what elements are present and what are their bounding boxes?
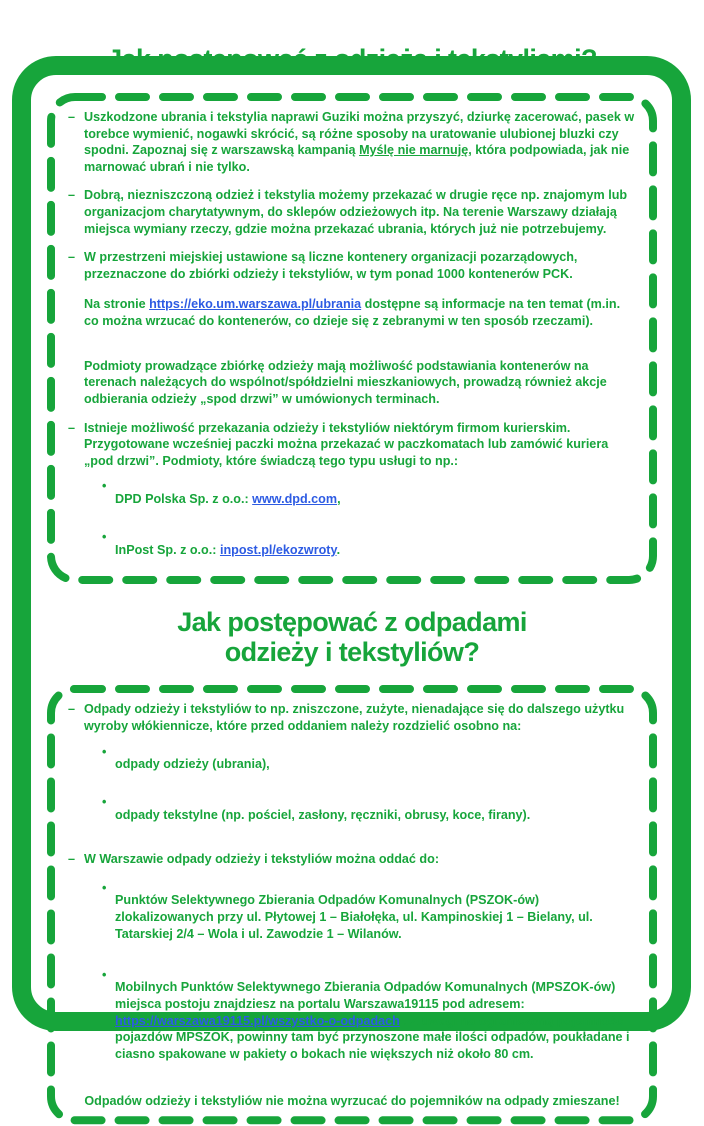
courier-list-item [102,529,636,571]
section1-title: Jak postępować z odzieżą i tekstyliami? [107,44,597,74]
dot-bullet: • [102,967,107,982]
mpszok-text: Mobilnych Punktów Selektywnego Zbierania Odpadów Komunalnych (MPSZOK-ów) miejsca postoju znajdziesz na portalu Warszawa19115 pod adresem: https://warszawa19115.pl/wszystko-o-odpadach . Z uwagi na ograniczoną pojemność pojazdów MPSZOK, powinny tam być przynoszone małe ilości odpadów, poukładane i ciasno spakowane w pakiety o bokach nie większych niż około 80 cm. [115,980,630,1061]
courier-list-item [102,478,636,520]
list-item [68,249,636,282]
textile-waste-box [46,684,658,1125]
section2-title-line2: odzieży i tekstyliów? [224,637,480,668]
list-item-text: Istnieje możliwość przekazania odzieży i tekstyliów niektórym firmom kurierskim. Przygotowane wcześniej paczki można przekazać w paczkomatach lub zamówić kuriera „pod drzwi”. Podmioty, które świadczą tego typu usługi to np.: [84,420,609,468]
list-item [68,187,636,237]
mpszok-item [102,967,636,1075]
dot-bullet: • [102,479,107,494]
dot-bullet: • [102,795,107,810]
section2-title-line1: Jak postępować z odpadami [177,606,527,637]
list-item-text: W Warszawie odpady odzieży i tekstyliów można oddać do: [84,852,440,867]
inpost-link[interactable]: inpost.pl/ekozwroty [219,542,337,557]
list-item [68,851,636,868]
mixed-waste-warning: Odpadów odzieży i tekstyliów nie można wyrzucać do pojemników na odpady zmieszane! [84,1094,620,1109]
list-item-text: Uszkodzone ubrania i tekstylia naprawi Guziki można przyszyć, dziurkę zacerować, pasek w torebce wymienić, nogawki skrócić, są różne sposoby na uratowanie ulubionej bluzki czy spodni. Zapoznaj się z warszawską kampanią Myślę nie marnuję, która podpowiada, jak nie marnować ubrań i nie tylko. [84,110,635,174]
list-item [68,109,636,175]
clothing-tips-list [68,109,636,571]
list-item [68,701,636,734]
waste-type-item [102,744,636,786]
warszawa19115-link[interactable]: https://warszawa19115.pl/wszystko-o-odpadach [115,1013,400,1028]
dpd-link[interactable]: www.dpd.com [252,491,338,506]
dash-bullet: – [68,188,76,203]
courier-text: InPost Sp. z o.o.: inpost.pl/ekozwroty. [115,542,341,557]
podmioty-paragraph: Podmioty prowadzące zbiórkę odzieży mają możliwość podstawiania kontenerów na terenach należących do wspólnot/spółdzielni mieszkaniowych, prowadzą również akcje odbierania odzieży „spod drzwi” w umówionych terminach. [84,358,607,406]
flyer-page [0,44,704,1126]
section2-title [0,607,704,667]
dash-bullet: – [68,702,76,717]
pszok-item [102,880,636,955]
clothing-handling-box [46,92,658,585]
courier-text: DPD Polska Sp. z o.o.: www.dpd.com, [115,491,341,506]
waste-type-text: odpady tekstylne (np. pościel, zasłony, ręczniki, obrusy, koce, firany). [115,808,531,823]
dash-bullet: – [68,250,76,265]
waste-type-item [102,794,636,836]
waste-tips-list [68,701,636,1109]
waste-type-text: odpady odzieży (ubrania), [115,757,270,772]
dash-bullet: – [68,420,76,435]
eko-um-warszawa-link[interactable]: https://eko.um.warszawa.pl/ubrania [149,297,362,312]
list-item [68,420,636,470]
mysle-nie-marnuje-link[interactable]: Myślę nie marnuję [359,143,469,158]
dash-bullet: – [68,110,76,124]
list-item-text: W przestrzeni miejskiej ustawione są liczne kontenery organizacji pozarządowych, przeznaczone do zbiórki odzieży i tekstyliów, w tym ponad 1000 kontenerów PCK. [84,250,578,281]
list-item-text: Dobrą, niezniszczoną odzież i tekstylia możemy przekazać w drugie ręce np. znajomym lub organizacjom charytatywnym, do sklepów odzieżowych itp. Na terenie Warszawy działają miejsca wymiany rzeczy, gdzie można przekazać ubrania, których już nie potrzebujemy. [84,188,628,236]
dot-bullet: • [102,880,107,895]
dot-bullet: • [102,744,107,759]
pszok-text: Punktów Selektywnego Zbierania Odpadów Komunalnych (PSZOK-ów) zlokalizowanych przy ul. Płytowej 1 – Białołęka, ul. Kampinoskiej 1 – Bielany, ul. Tatarskiej 2/4 – Wola i ul. Zawodzie 1 – Wilanów. [115,893,593,941]
dot-bullet: • [102,530,107,545]
info-paragraph: Na stronie https://eko.um.warszawa.pl/ubrania dostępne są informacje na ten temat (m.in. co można wrzucać do kontenerów, co dzieje się z zebranymi w ten sposób rzeczami). [84,297,621,329]
dash-bullet: – [68,852,76,867]
list-item-text: Odpady odzieży i tekstyliów to np. zniszczone, zużyte, nienadające się do dalszego użytku wyroby włókiennicze, które przed oddaniem należy rozdzielić osobno na: [84,702,625,734]
